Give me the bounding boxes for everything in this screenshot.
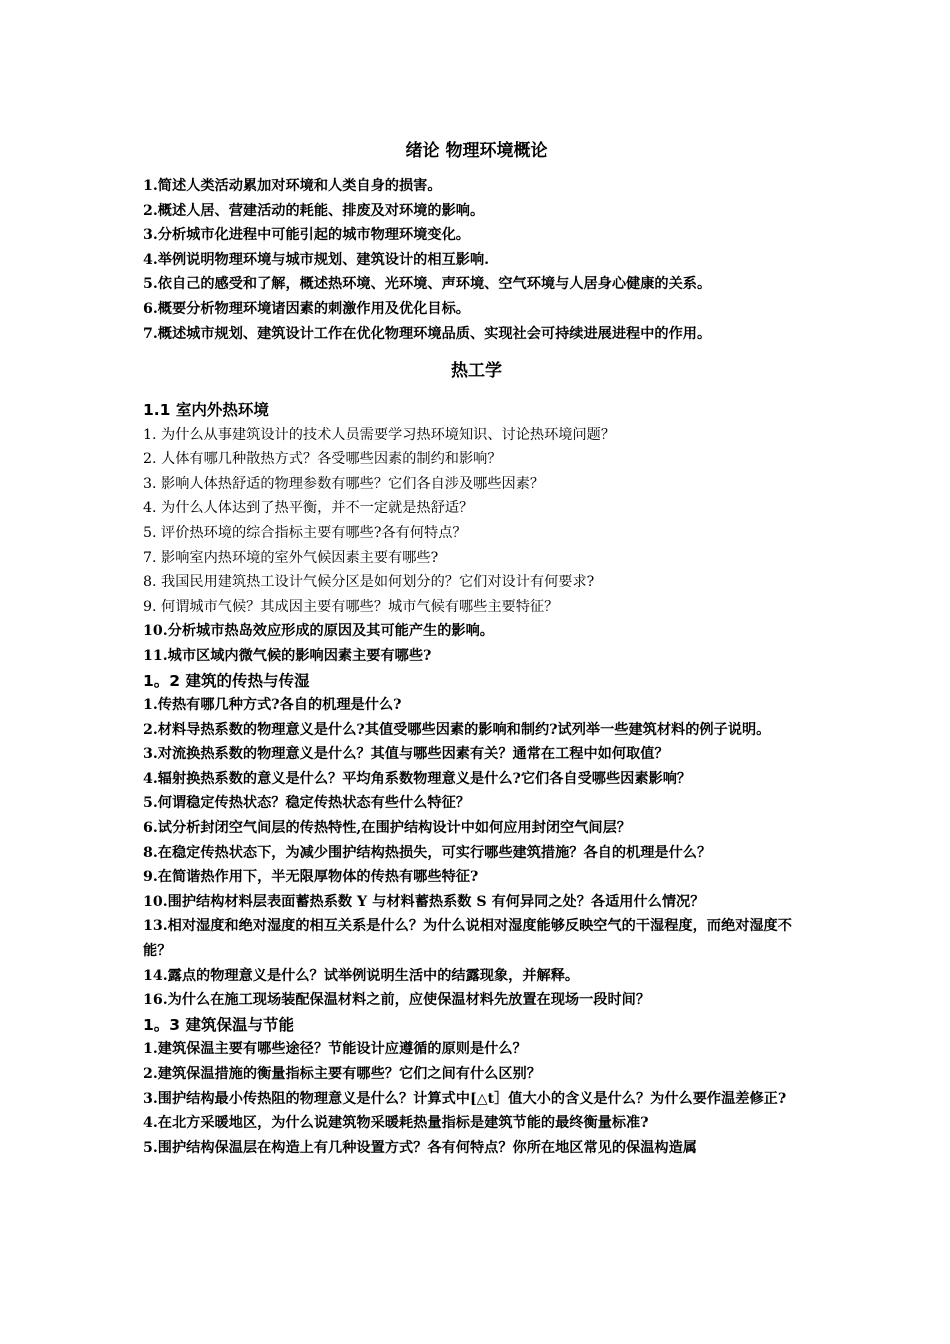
list-item: 11.城市区域内微气候的影响因素主要有哪些? [143, 648, 432, 664]
list-item: 1.简述人类活动累加对环境和人类自身的损害。 [143, 178, 442, 194]
list-item: 4.举例说明物理环境与城市规划、建筑设计的相互影响. [143, 251, 490, 268]
list-item: 5. 评价热环境的综合指标主要有哪些?各有何特点？ [143, 525, 467, 542]
list-item: 10.围护结构材料层表面蓄热系数 Y 与材料蓄热系数 S 有何异同之处？各适用什么情况？ [143, 893, 705, 910]
list-item: 2. 人体有哪几种散热方式？各受哪些因素的制约和影响？ [143, 451, 502, 468]
subsection-heading-1-1: 1.1 室内外热环境 [143, 401, 269, 420]
list-item: 2.材料导热系数的物理意义是什么?其值受哪些因素的影响和制约?试列举一些建筑材料的例子说明。 [143, 721, 771, 738]
list-item: 6.概要分析物理环境诸因素的刺激作用及优化目标。 [143, 300, 470, 317]
list-item: 5.依自己的感受和了解，概述热环境、光环境、声环境、空气环境与人居身心健康的关系。 [143, 276, 712, 293]
list-item: 8.在稳定传热状态下，为减少围护结构热损失，可实行哪些建筑措施？各自的机理是什么？ [143, 844, 712, 861]
list-item: 8. 我国民用建筑热工设计气候分区是如何划分的？它们对设计有何要求? [143, 574, 595, 591]
list-item: 10.分析城市热岛效应形成的原因及其可能产生的影响。 [143, 623, 494, 640]
subsection-1-3-list [143, 1037, 810, 1160]
list-item: 5.围护结构保温层在构造上有几种设置方式？各有何特点？你所在地区常见的保温构造属 [143, 1139, 697, 1156]
list-item: 9.在简谐热作用下，半无限厚物体的传热有哪些特征? [143, 869, 479, 886]
list-item: 1.传热有哪几种方式?各自的机理是什么? [143, 697, 402, 714]
list-item: 3.对流换热系数的物理意义是什么？其值与哪些因素有关？通常在工程中如何取值？ [143, 746, 669, 763]
list-item: 16.为什么在施工现场装配保温材料之前，应使保温材料先放置在现场一段时间？ [143, 992, 651, 1009]
list-item: 9. 何谓城市气候？其成因主要有哪些？城市气候有哪些主要特征？ [143, 598, 559, 615]
list-item: 3.分析城市化进程中可能引起的城市物理环境变化。 [143, 227, 470, 244]
list-item: 3.围护结构最小传热阻的物理意义是什么？计算式中[△t］值大小的含义是什么？为什么要作温差修正? [143, 1090, 787, 1107]
section-title-thermal: 热工学 [451, 361, 502, 382]
list-item: 4.在北方采暖地区，为什么说建筑物采暖耗热量指标是建筑节能的最终衡量标准? [143, 1115, 649, 1132]
list-item: 14.露点的物理意义是什么？试举例说明生活中的结露现象，并解释。 [143, 967, 580, 984]
list-item: 13.相对湿度和绝对湿度的相互关系是什么？为什么说相对湿度能够反映空气的干湿程度，而绝对湿度不能？ [143, 918, 792, 960]
list-item: 2.建筑保温措施的衡量指标主要有哪些？它们之间有什么区别？ [143, 1065, 541, 1082]
list-item: 4.辐射换热系数的意义是什么？平均角系数物理意义是什么?它们各自受哪些因素影响？ [143, 770, 692, 787]
subsection-heading-1-2: 1。2 建筑的传热与传湿 [143, 671, 310, 690]
list-item: 2.概述人居、营建活动的耗能、排废及对环境的影响。 [143, 202, 485, 219]
list-item: 1. 为什么从事建筑设计的技术人员需要学习热环境知识、讨论热环境问题？ [143, 426, 616, 443]
list-item: 7. 影响室内热环境的室外气候因素主要有哪些? [143, 549, 439, 566]
list-item: 7.概述城市规划、建筑设计工作在优化物理环境品质、实现社会可持续进展进程中的作用。 [143, 325, 712, 342]
subsection-1-2-list [143, 693, 810, 1013]
list-item: 6.试分析封闭空气间层的传热特性,在围护结构设计中如何应用封闭空气间层？ [143, 820, 631, 837]
list-item: 4. 为什么人体达到了热平衡，并不一定就是热舒适？ [143, 500, 474, 517]
subsection-heading-1-3: 1。3 建筑保温与节能 [143, 1015, 294, 1034]
list-item: 1.建筑保温主要有哪些途径？节能设计应遵循的原则是什么？ [143, 1041, 527, 1058]
section-title-intro: 绪论 物理环境概论 [405, 141, 548, 161]
list-item: 3. 影响人体热舒适的物理参数有哪些？它们各自涉及哪些因素？ [143, 475, 545, 492]
intro-question-list [143, 174, 810, 346]
list-item: 5.何谓稳定传热状态？稳定传热状态有些什么特征？ [143, 795, 470, 812]
subsection-1-1-list [143, 423, 810, 669]
